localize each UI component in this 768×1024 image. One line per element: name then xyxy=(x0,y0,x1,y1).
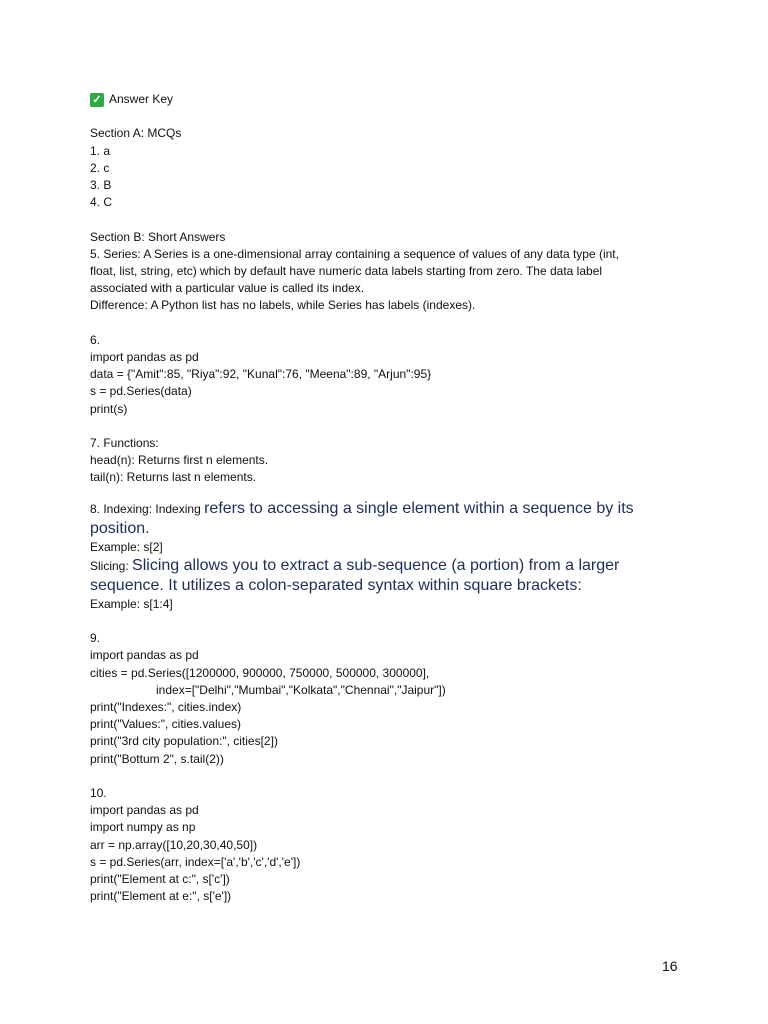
q8-example: Example: s[2] xyxy=(90,539,163,554)
q7-line: 7. Functions: xyxy=(90,436,159,450)
q9-line: print("Values:", cities.values) xyxy=(90,717,242,732)
q9-line: print("3rd city population:", cities[2]) xyxy=(90,734,278,749)
q10-line: import pandas as pd xyxy=(90,803,199,818)
q9-line: cities = pd.Series([1200000, 900000, 750000, 500000, 300000], xyxy=(90,665,430,680)
indexing-definition: refers to accessing a single element within a sequence by its position. xyxy=(90,499,634,537)
q10-line: print("Element at e:", s['e']) xyxy=(90,889,232,904)
slicing-definition: Slicing allows you to extract a sub-sequence (a portion) from a larger sequence. It utilizes a colon-separated syntax within square brackets: xyxy=(90,556,620,594)
q8-example: Example: s[1:4] xyxy=(90,596,173,611)
q9-line: print("Bottum 2", s.tail(2)) xyxy=(90,751,224,766)
q6-line: data = {"Amit":85, "Riya":92, "Kunal":76, "Meena":89, "Arjun":95} xyxy=(90,367,432,382)
mcq-answer: 4. C xyxy=(90,195,113,210)
q5-line: Difference: A Python list has no labels, while Series has labels (indexes). xyxy=(90,298,476,313)
answer-key-title xyxy=(90,91,690,108)
q7-line: head(n): Returns first n elements. xyxy=(90,453,269,468)
mcq-answer: 1. a xyxy=(90,143,111,158)
q10-line: print("Element at c:", s['c']) xyxy=(90,872,230,887)
q9-line: index=["Delhi","Mumbai","Kolkata","Chennai","Jaipur"]) xyxy=(156,682,446,697)
title-text: Answer Key xyxy=(109,92,174,106)
mcq-answer: 2. c xyxy=(90,160,110,175)
q9-line: print("Indexes:", cities.index) xyxy=(90,700,242,715)
q5-line: float, list, string, etc) which by default have numeric data labels starting from zero. The data label xyxy=(90,264,603,278)
q6-line: print(s) xyxy=(90,401,128,416)
q9-line: import pandas as pd xyxy=(90,648,199,663)
document-page xyxy=(90,91,690,905)
mcq-answer: 3. B xyxy=(90,178,112,192)
check-icon: ✓ xyxy=(90,93,104,107)
slicing-label: Slicing: xyxy=(90,558,133,573)
section-a-title: Section A: MCQs xyxy=(90,126,182,141)
q8-prefix: 8. Indexing: Indexing xyxy=(90,501,205,516)
section-b-title: Section B: Short Answers xyxy=(90,229,226,244)
q6-line: 6. xyxy=(90,332,101,347)
q8-indexing xyxy=(90,499,690,539)
q10-line: 10. xyxy=(90,786,107,801)
q6-line: import pandas as pd xyxy=(90,350,199,364)
q10-line: s = pd.Series(arr, index=['a','b','c','d','e']) xyxy=(90,854,301,869)
q8-slicing xyxy=(90,556,690,596)
q10-line: import numpy as np xyxy=(90,820,196,835)
page-number: 16 xyxy=(662,958,678,974)
q6-line: s = pd.Series(data) xyxy=(90,384,192,399)
q9-line: 9. xyxy=(90,631,101,646)
q5-line: associated with a particular value is called its index. xyxy=(90,281,365,296)
q7-line: tail(n): Returns last n elements. xyxy=(90,470,257,485)
q10-line: arr = np.array([10,20,30,40,50]) xyxy=(90,837,258,852)
q5-line: 5. Series: A Series is a one-dimensional array containing a sequence of values of any data type (int, xyxy=(90,246,619,261)
